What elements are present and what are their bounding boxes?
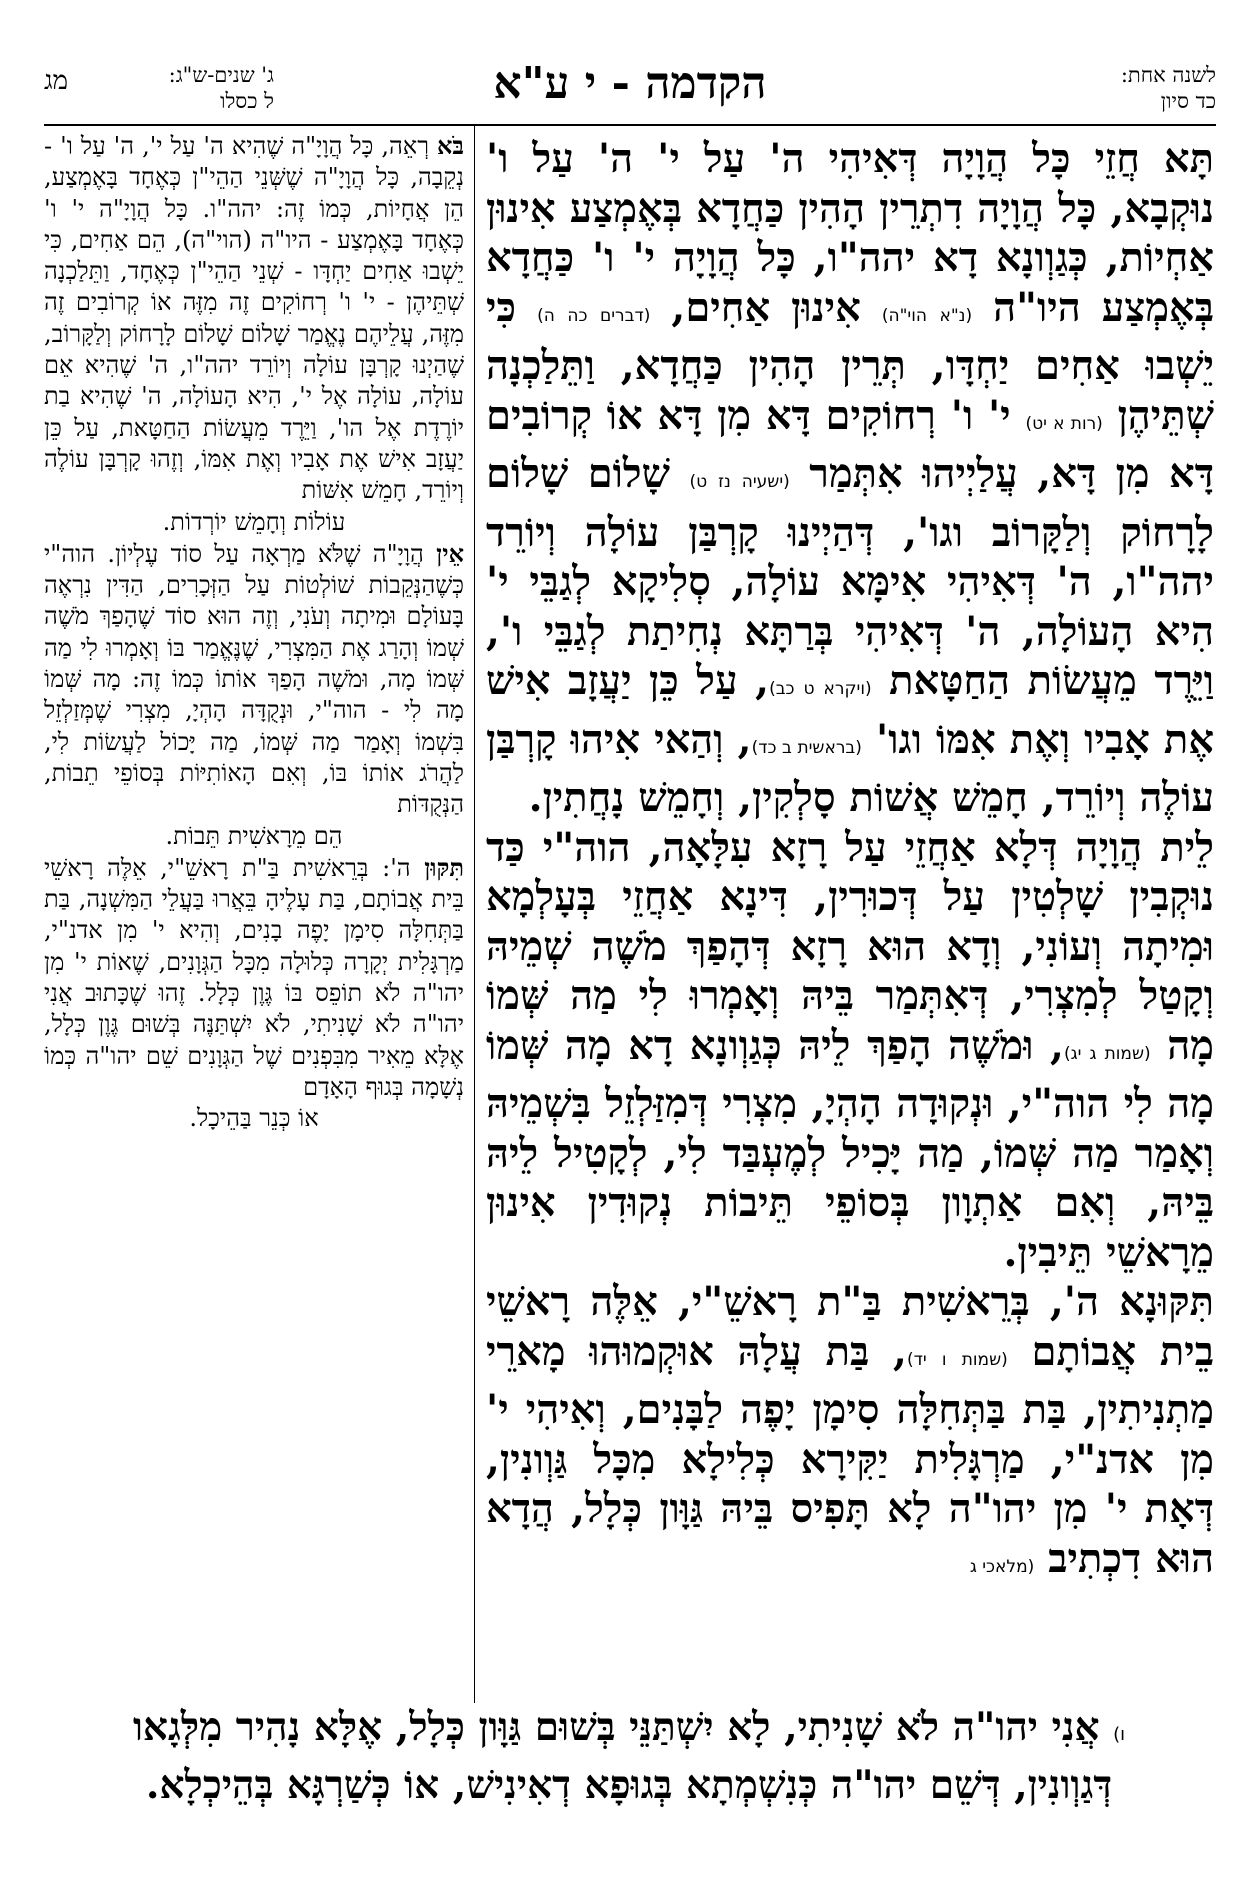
commentary-text: רְאֵה, כָּל הֲוָיָ"ה שֶׁהִיא ה' עַל י', ה' עַל ו' - נְקֵבָה, כָּל הֲוָיָ"ה שֶׁשְּׁנֵי הַהֵי"ן כְּאֶחָד בָּאֶמְצַע, הֵן אֲחָיוֹת, כְּמוֹ זֶה: יהה"ו. כָּל הֲוָיָ"ה י' ו' כְּאֶחָד בָּאֶמְצַע - היו"ה (הוי"ה), הֵם אַחִים, כִּי יֵשְׁבוּ אַחִים יַחְדָּו - שְׁנֵי הַהֵי"ן כְּאֶחָד, וַתֵּלַכְנָה שְׁתֵּיהֶן - י' ו' רְחוֹקִים זֶה מִזֶּה אוֹ קְרוֹבִים זֶה מִזֶּה, עֲלֵיהֶם נֶאֱמַר שָׁלוֹם שָׁלוֹם לָרָחוֹק וְלַקָּרוֹב, שֶׁהַיְנוּ קָרְבָּן עוֹלָה וְיוֹרֵד יהה"ו, ה' שֶׁהִיא אֵם עוֹלָה, עוֹלָה אֶל י', הִיא הָעוֹלָה, ה' שֶׁהִיא בַת יוֹרֶדֶת אֶל הו', וַיֵּרֶד מֵעֲשׂוֹת הַחַטָּאת, עַל כֵּן יַעֲזָב אִישׁ אֶת אָבִיו וְאֶת אִמּוֹ, וְזֶהוּ קָרְבָּן עוֹלֶה וְיוֹרֵד, חָמֵשׁ אִשּׁוֹת <box>44 132 464 505</box>
source-reference: (שמות ג יג) <box>1063 1043 1151 1064</box>
main-text: שָׁלוֹם שָׁלוֹם לָרָחוֹק וְלַקָּרוֹב וגו', דְּהַיְינוּ קָרְבַּן עוֹלָה וְיוֹרֵד יהה"ו, ה' דְּאִיהִי אִימָּא עוֹלָה, סְלִיקָא לְגַבֵּי י' הִיא הָעוֹלָה, ה' דְּאִיהִי בְּרַתָּא נְחִיתַת לְגַבֵּי ו', וַיֵּרֶד מֵעֲשׂוֹת הַחַטָּאת <box>486 450 1214 704</box>
bottom-text <box>44 1702 1214 1810</box>
header-divider <box>44 124 1216 126</box>
main-text: כִּי יֵשְׁבוּ אַחִים יַחְדָּו, תְּרֵין הָהִין כַּחֲדָא, וַתֵּלַכְנָה שְׁתֵּיהֶן <box>486 283 1214 439</box>
bottom-line-1 <box>44 1702 1214 1760</box>
commentary-text: הֲוָיָ"ה שֶׁלֹּא מַרְאָה עַל סוֹד עֶלְיוֹן. הוה"י כְּשֶׁהַנְּקֵבוֹת שׁוֹלְטוֹת עַל הַזְּכָרִים, הַדִּין נִרְאֶה בָּעוֹלָם וּמִיתָה וְעֹנִי, וְזֶה הוּא סוֹד שֶׁהָפַךְ מֹשֶׁה שְׁמוֹ וְהָרַג אֶת הַמִּצְרִי, שֶׁנֶּאֱמַר בּוֹ וְאָמְרוּ לִי מַה שְּׁמוֹ מָה, וּמֹשֶׁה הָפַךְ אוֹתוֹ כְּמוֹ זֶה: מָה שְּׁמוֹ מָה לִי - הוה"י, וּנְקֻדָּה הָהְיָ, מִצְרִי שֶׁמְּזַלְזֵל בִּשְׁמוֹ וְאָמַר מַה שְּׁמוֹ, מַה יָּכוֹל לַעֲשׂוֹת לִי, לַהֲרֹג אוֹתוֹ בּוֹ, וְאִם הָאוֹתִיּוֹת בְּסוֹפֵי תֵבוֹת, הַנְּקֻדּוֹת <box>44 539 464 819</box>
source-reference: (מלאכי ג <box>969 1556 1035 1577</box>
source-reference-end: ו) <box>1113 1724 1126 1745</box>
commentary-paragraph-3-end: אוֹ כְּנֵר בַּהֵיכָל. <box>189 1104 319 1133</box>
source-reference: (בראשית ב כד) <box>751 737 862 758</box>
commentary-paragraph-2 <box>44 538 464 821</box>
main-text: , בַּת עֲלָהּ אוּקְמוּהוּ מָארֵי מַתְנִיתִין, בַּת בַּתְּחִלָּה סִימָן יָפֶה לַבָּנִים, וְאִיהִי י' מִן אדנ"י, מַרְגָּלִית יַקִּירָא כְּלִילָא מִכָּל גַּוְונִין, דְּאָת י' מִן יהו"ה לָא תָּפִיס בֵּיהּ גַּוָּון כְּלָל, הֲדָא הוּא דִכְתִיב <box>486 1327 1214 1582</box>
header-right-line1: לשנה אחת: <box>1120 63 1216 87</box>
commentary-paragraph-2-end: הֵם מֵרָאשִׁית תֵּבוֹת. <box>165 821 343 850</box>
main-text: , וְהַאי אִיהוּ קָרְבַּן עוֹלֶה וְיוֹרֵד, חָמֵשׁ אֲשׁוֹת סָלְקִין, וְחָמֵשׁ נָחֲתִין. <box>486 715 1214 821</box>
header-right-line2: כד סיון <box>1160 89 1216 113</box>
bottom-line-1-text: אֲנִי יהו"ה לֹא שָׁנִיתִי, לָא יִשְׁתַּנֵּי בְּשׁוּם גַּוָּון כְּלָל, אֶלָּא נָהִיר מִלְּגָאו <box>132 1704 1100 1750</box>
page-title: הקדמה - י ע"א <box>493 58 767 109</box>
main-text: תִּקּוּנָא ה', בְּרֵאשִׁית בַּ"ת רָאשֵׁ"י, אֵלֶּה רָאשֵׁי בֵית אֲבוֹתָם <box>486 1278 1214 1375</box>
page-header <box>44 54 1216 122</box>
main-text-column <box>486 134 1214 1699</box>
main-paragraph-2 <box>486 823 1214 1278</box>
source-reference: (שמות ו יד) <box>906 1349 1008 1370</box>
main-text: י' ו' רְחוֹקִים דָּא מִן דָּא אוֹ קְרוֹבִים דָּא מִן דָּא, עֲלַיְיהוּ אִתְּמַר <box>486 391 1214 497</box>
source-reference: (ישעיה נז ט) <box>689 472 790 492</box>
header-left-text <box>169 62 274 114</box>
commentary-text: ה': בְּרֵאשִׁית בַּ"ת רָאשֵׁ"י, אֵלֶּה רָאשֵׁי בֵּית אֲבוֹתָם, בַּת עָלֶיהָ בֵּאֲרוּ בַּעֲלֵי הַמִּשְׁנָה, בַּת בַּתְּחִלָּה סִימָן יָפֶה בָנִים, וְהִיא י' מִן אדנ"י, מַרְגָּלִית יְקָרָה כְּלוּלָה מִכָּל הַגְּוָנִים, שֶׁאוֹת י' מִן יהו"ה לֹא תוֹפֵס בּוֹ גֶּוֶן כְּלָל. זֶהוּ שֶׁכָּתוּב אֲנִי יהו"ה לֹא שָׁנִיתִי, לֹא יִשְׁתַּנֶּה בְּשׁוּם גֶּוֶן כְּלָל, אֶלָּא מֵאִיר מִבִּפְנִים שֶׁל הַגְּוָנִים שֵׁם יהו"ה כְּמוֹ נְשָׁמָה בְּגוּף הָאָדָם <box>44 853 464 1101</box>
main-text: אִינוּן אַחִים, <box>671 283 861 331</box>
source-reference: (ויקרא ט כב) <box>769 679 872 699</box>
commentary-paragraph-1-end: עוֹלוֹת וְחָמֵשׁ יוֹרְדוֹת. <box>162 507 346 536</box>
main-text: לֵית הֲוָיָה דְּלָא אַחֲזֵי עַל רָזָא עִלָּאָה, הוה"י כַּד נוּקְבִין שָׁלְטִין עַל דְּכוּרִין, דִּינָא אַחֲזֵי בְּעָלְמָא וּמִיתָה וְעוֹנִי, וְדָא הוּא רָזָא דְּהָפַךְ מֹשֶׁה שְׁמֵיהּ וְקָטַל לְמִצְרִי, דְּאִתְּמַר בֵּיהּ וְאָמְרוּ לִי מַה שְּׁמוֹ מָה <box>486 823 1214 1069</box>
header-left-line1: ג' שנים-ש"ג: <box>168 63 274 87</box>
commentary-paragraph-3 <box>44 852 464 1103</box>
main-paragraph-1 <box>486 134 1214 823</box>
header-left-line2: ל כסלו <box>220 89 274 113</box>
column-divider <box>474 126 475 1703</box>
paragraph-opener: בֹּא <box>437 131 464 160</box>
source-reference: (נ"א הוי"ה) <box>881 305 973 326</box>
commentary-paragraph-1 <box>44 130 464 507</box>
main-text: תָּא חֲזֵי כָּל הֲוָיָה דְּאִיהִי ה' עַל י' ה' עַל ו' נוּקְבָא, כָּל הֲוָיָה דִתְרֵין הָהִין כַּחֲדָא בְּאֶמְצַע אִינוּן אַחְיוֹת, כְּגַוְונָא דָא יהה"ו, כָּל הֲוָיָה י' ו' כַּחֲדָא בְּאֶמְצַע היו"ה <box>486 135 1214 331</box>
commentary-column <box>44 130 464 1705</box>
main-paragraph-3 <box>486 1277 1214 1592</box>
paragraph-opener: תִּקּוּן <box>424 852 464 882</box>
paragraph-opener: אֵין <box>436 538 464 568</box>
source-reference: (רות א יט) <box>1025 413 1103 434</box>
bottom-line-2: דְּגַוְונִין, דְּשֵׁם יהו"ה כְּנִשְׁמְתָא בְּגוּפָא דְאִינִישׁ, אוֹ כְּשַׁרְגָּא בְּהֵיכְלָא. <box>145 1762 1113 1808</box>
source-reference: (דברים כה ה) <box>537 305 651 326</box>
main-text: , עַל כֵּן יַעֲזָב אִישׁ אֶת אָבִיו וְאֶת אִמּוֹ וגו' <box>486 657 1214 763</box>
page-number: מג <box>44 66 68 96</box>
main-text: , וּמֹשֶׁה הָפַךְ לֵיהּ כְּגַוְונָא דָא מָה שְּׁמוֹ מָה לִי הוה"י, וּנְקוּדָה הָהְיָ, מִצְרִי דְּמִזַּלְזֵל בִּשְׁמֵיהּ וְאָמַר מַה שְּׁמוֹ, מַה יָּכִיל לְמֶעְבַּד לִי, לְקָטִיל לֵיהּ בֵּיהּ, וְאִם אַתְוָון בְּסוֹפֵי תֵּיבוֹת נְקוּדִין אִינוּן מֵרָאשֵׁי תֵּיבִין. <box>486 1021 1214 1276</box>
